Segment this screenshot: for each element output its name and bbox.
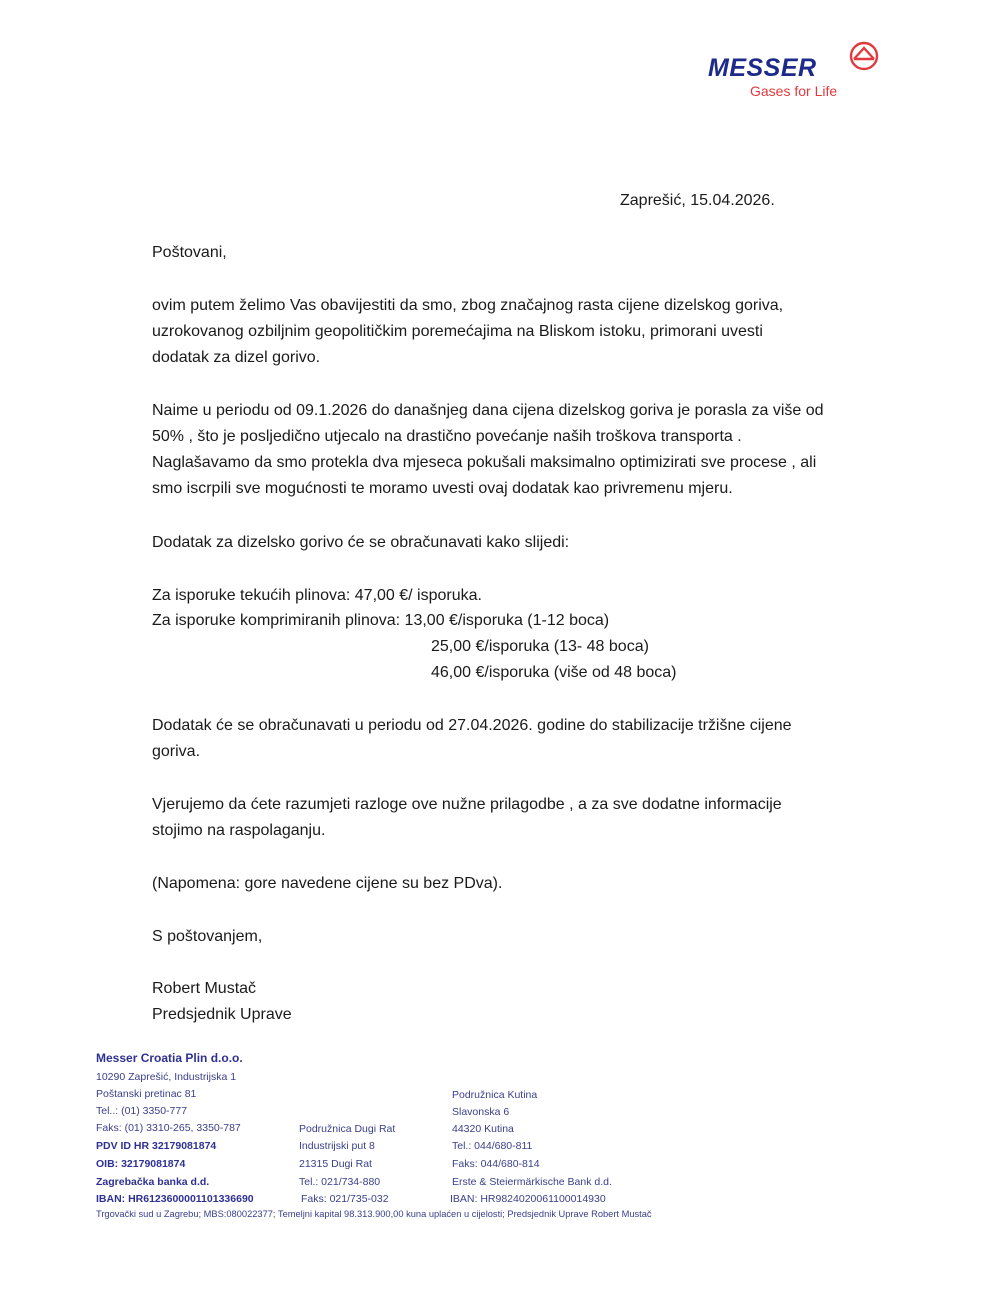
rate-compressed-tier-3: 46,00 €/isporuka (više od 48 boca) <box>431 664 677 681</box>
paragraph-1-line-3: dodatak za dizel gorivo. <box>152 349 321 366</box>
paragraph-4-line-2: goriva. <box>152 743 201 760</box>
messer-emblem-icon <box>848 40 880 72</box>
footer-dugi-rat-city: 21315 Dugi Rat <box>299 1158 372 1170</box>
footer-tel: Tel..: (01) 3350-777 <box>96 1105 188 1117</box>
paragraph-2-line-2: 50% , što je posljedično utjecalo na drastično povećanje naših troškova transporta . <box>152 428 742 445</box>
paragraph-5-line-1: Vjerujemo da ćete razumjeti razloge ove nužne prilagodbe , a za sve dodatne informacije <box>152 796 782 813</box>
paragraph-2-line-1: Naime u periodu od 09.1.2026 do današnjeg dana cijena dizelskog goriva je porasla za više od <box>152 402 824 419</box>
logo-tagline: Gases for Life <box>750 83 838 99</box>
footer-address: 10290 Zaprešić, Industrijska 1 <box>96 1071 237 1083</box>
footer-dugi-rat-fax: Faks: 021/735-032 <box>301 1193 389 1205</box>
paragraph-1-line-1: ovim putem želimo Vas obavijestiti da smo, zbog značajnog rasta cijene dizelskog goriva, <box>152 297 784 314</box>
signer-name: Robert Mustač <box>152 980 257 997</box>
letterhead-footer <box>96 1050 916 1230</box>
footer-iban: IBAN: HR6123600001101336690 <box>96 1193 254 1205</box>
footer-kutina-bank: Erste & Steiermärkische Bank d.d. <box>452 1176 612 1188</box>
messer-logo <box>708 40 880 104</box>
rate-compressed-tier-2: 25,00 €/isporuka (13- 48 boca) <box>431 638 649 655</box>
paragraph-5-line-2: stojimo na raspolaganju. <box>152 822 326 839</box>
footer-dugi-rat-street: Industrijski put 8 <box>299 1140 375 1152</box>
logo-brand: MESSER <box>708 54 817 82</box>
paragraph-3: Dodatak za dizelsko gorivo će se obračunavati kako slijedi: <box>152 534 570 551</box>
footer-legal: Trgovački sud u Zagrebu; MBS:080022377; Temeljni kapital 98.313.900,00 kuna uplaćen u cijelosti; Predsjednik Uprave Robert Mustač <box>96 1209 652 1219</box>
footer-bank: Zagrebačka banka d.d. <box>96 1176 210 1188</box>
paragraph-4-line-1: Dodatak će se obračunavati u periodu od 27.04.2026. godine do stabilizacije tržišne cijene <box>152 717 792 734</box>
footer-kutina-city: 44320 Kutina <box>452 1123 514 1135</box>
footer-fax: Faks: (01) 3310-265, 3350-787 <box>96 1122 241 1134</box>
footer-branch-kutina: Podružnica Kutina <box>452 1089 538 1101</box>
rate-liquid-gases: Za isporuke tekućih plinova: 47,00 €/ isporuka. <box>152 587 482 604</box>
footer-branch-dugi-rat: Podružnica Dugi Rat <box>299 1123 396 1135</box>
paragraph-2-line-3: Naglašavamo da smo protekla dva mjeseca pokušali maksimalno optimizirati sve procese , ali <box>152 454 817 471</box>
footer-kutina-tel: Tel.: 044/680-811 <box>452 1140 533 1152</box>
price-note: (Napomena: gore navedene cijene su bez PDva). <box>152 875 503 892</box>
letter-date: Zaprešić, 15.04.2026. <box>620 192 775 209</box>
footer-vat-id: PDV ID HR 32179081874 <box>96 1140 217 1152</box>
signer-title: Predsjednik Uprave <box>152 1006 292 1023</box>
footer-company: Messer Croatia Plin d.o.o. <box>96 1051 243 1065</box>
footer-po-box: Poštanski pretinac 81 <box>96 1088 197 1100</box>
footer-kutina-iban: IBAN: HR9824020061100014930 <box>450 1193 606 1205</box>
footer-oib: OIB: 32179081874 <box>96 1158 186 1170</box>
footer-kutina-street: Slavonska 6 <box>452 1106 510 1118</box>
greeting: Poštovani, <box>152 244 227 261</box>
closing: S poštovanjem, <box>152 928 263 945</box>
paragraph-2-line-4: smo iscrpili sve mogućnosti te moramo uvesti ovaj dodatak kao privremenu mjeru. <box>152 480 733 497</box>
footer-dugi-rat-tel: Tel.: 021/734-880 <box>299 1176 381 1188</box>
paragraph-1-line-2: uzrokovanog ozbiljnim geopolitičkim poremećajima na Bliskom istoku, primorani uvesti <box>152 323 763 340</box>
rate-compressed-gases: Za isporuke komprimiranih plinova: 13,00 €/isporuka (1-12 boca) <box>152 612 610 629</box>
footer-kutina-fax: Faks: 044/680-814 <box>452 1158 540 1170</box>
